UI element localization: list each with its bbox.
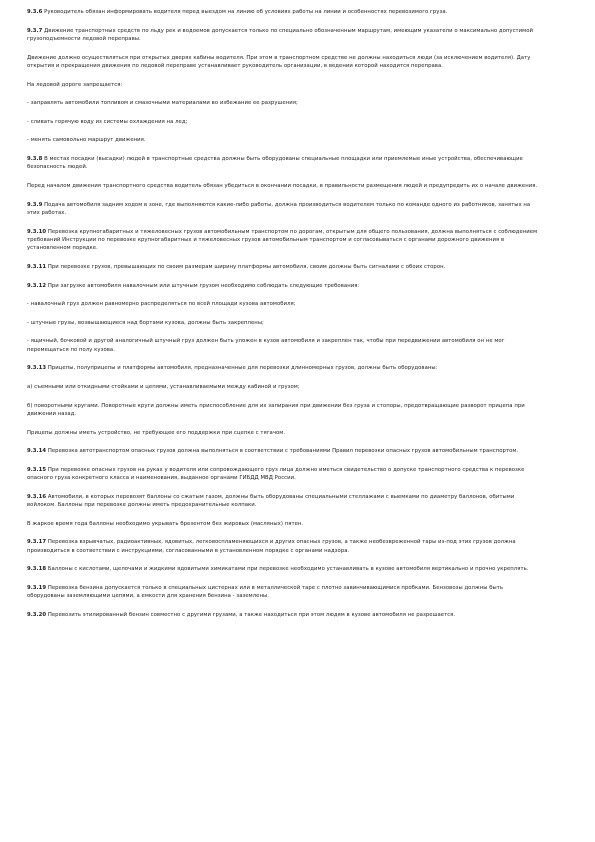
paragraph-9-3-8	[27, 155, 541, 172]
paragraph-ice-road-prohibitions	[27, 81, 541, 89]
clause-number: 9.3.13	[27, 365, 47, 372]
paragraph-text: Руководитель обязан информировать водителя перед выездом на линию об условиях работы на линии и особенностях перевозимого груза.	[44, 9, 448, 15]
clause-number: 9.3.20	[27, 611, 47, 618]
paragraph-9-3-15	[27, 466, 541, 483]
paragraph-9-3-7	[27, 27, 541, 44]
paragraph-9-3-10	[27, 228, 541, 253]
paragraph-text: - менять самовольно маршрут движения.	[27, 137, 146, 144]
paragraph-9-3-9	[27, 201, 541, 218]
paragraph-text: Прицепы, полуприцепы и платформы автомобиля, предназначенные для перевозки длинномерных грузов, должны быть оборудованы:	[47, 365, 438, 372]
list-item	[27, 300, 541, 308]
paragraph-9-3-16	[27, 493, 541, 510]
clause-number: 9.3.9	[27, 201, 43, 208]
clause-number: 9.3.16	[27, 493, 47, 500]
paragraph-text: Перевозка автотранспортом опасных грузов должна выполняться в соответствии с требованиями Правил перевозки опасных грузов автомобильным транспортом.	[47, 448, 519, 455]
paragraph-text: - сливать горячую воду из системы охлаждения на лед;	[27, 118, 188, 125]
list-item	[27, 402, 541, 419]
clause-number: 9.3.17	[27, 539, 47, 546]
clause-number: 9.3.14	[27, 448, 47, 455]
list-item	[27, 136, 541, 144]
clause-number: 9.3.12	[27, 282, 47, 289]
paragraph-9-3-6	[27, 8, 541, 16]
paragraph-text: а) съемными или откидными стойками и цепями, устанавливаемыми между кабиной и грузом;	[27, 383, 300, 390]
paragraph-text: Движение транспортных средств по льду рек и водоемов допускается только по специально обозначенным маршрутам, имеющим указатели о максимально допустимой грузоподъемности ледовой переправы.	[27, 27, 534, 42]
clause-number: 9.3.8	[27, 155, 43, 162]
paragraph-text: Движение должно осуществляться при открытых дверях кабины водителя. При этом в транспортном средстве не должны находиться люди (за исключением водителя). Дату открытия и прекращения движения по ледовой переправе устанавливает руководитель организации, в ведении которой находится переправа.	[27, 54, 531, 69]
paragraph-text: Автомобили, в которых перевозят баллоны со сжатым газом, должны быть оборудованы специальными стеллажами с выемками по диаметру баллонов, обитыми войлоком. Баллоны при перевозке должны иметь предохранительные колпаки.	[27, 493, 515, 509]
clause-number: 9.3.11	[27, 263, 47, 270]
clause-number: 9.3.7	[27, 27, 43, 34]
paragraph-text: В жаркое время года баллоны необходимо укрывать брезентом без жировых (масляных) пятен.	[27, 520, 304, 527]
paragraph-9-3-11	[27, 263, 541, 271]
list-item	[27, 337, 541, 354]
paragraph-boarding-check	[27, 182, 541, 190]
paragraph-9-3-14	[27, 447, 541, 455]
paragraph-text: Перевозить этилированный бензин совместно с другими грузами, а также находиться при этом людям в кузове автомобиля не разрешается.	[47, 611, 456, 618]
paragraph-9-3-17	[27, 538, 541, 555]
list-item	[27, 383, 541, 391]
clause-number: 9.3.10	[27, 228, 47, 235]
paragraph-text: Перевозка бензина допускается только в специальных цистернах или в металлической таре с плотно завинчивающимися пробками. Бензовозы должны быть оборудованы заземляющими цепями, а емкости для хранения бензина - заземлены.	[27, 584, 504, 600]
paragraph-text: Перевозка крупногабаритных и тяжеловесных грузов автомобильным транспортом по дорогам, открытым для общего пользования, должна выполняться с соблюдением требований Инструкции по перевозке крупногабаритных и тяжеловесных грузов автомобильным транспортом и согласовываться с органами дорожного движения в установленном порядке.	[27, 228, 538, 252]
paragraph-text: Прицепы должны иметь устройство, не требующее его поддержки при сцепке с тягачом.	[27, 429, 286, 436]
paragraph-text: При перевозке опасных грузов на руках у водителя или сопровождающего груз лица должно иметься свидетельство о допуске транспортного средства к перевозке опасного груза конкретного класса и наименования, выданное органами ГИБДД МВД России.	[27, 466, 525, 482]
paragraph-text: - ящичный, бочковой и другой аналогичный штучный груз должен быть уложен в кузов автомобиля и закреплен так, чтобы при передвижении автомобиля он не мог перемещаться по полу кузова.	[27, 338, 505, 353]
paragraph-9-3-18	[27, 565, 541, 573]
list-item	[27, 99, 541, 107]
paragraph-text: б) поворотными кругами. Поворотные круги должны иметь приспособление для их запирания при движении без груза и стопоры, предотвращающие разворот прицепа при движении назад.	[27, 402, 525, 417]
paragraph-text: - штучные грузы, возвышающиеся над бортами кузова, должны быть закреплены;	[27, 319, 264, 326]
paragraph-trailer-support	[27, 429, 541, 437]
paragraph-9-3-12	[27, 282, 541, 290]
paragraph-9-3-13	[27, 364, 541, 372]
paragraph-9-3-19	[27, 584, 541, 601]
clause-number: 9.3.6	[27, 9, 43, 15]
paragraph-ice-crossing-conditions	[27, 54, 541, 71]
list-item	[27, 118, 541, 126]
paragraph-text: Подача автомобиля задним ходом в зоне, где выполняются какие-либо работы, должна производиться водителем только по команде одного из работников, занятых на этих работах.	[27, 201, 531, 216]
paragraph-hot-season	[27, 520, 541, 528]
list-item	[27, 319, 541, 327]
paragraph-text: При загрузке автомобиля навалочным или штучным грузом необходимо соблюдать следующие требования:	[47, 282, 360, 289]
clause-number: 9.3.19	[27, 584, 47, 591]
paragraph-text: В местах посадки (высадки) людей в транспортные средства должны быть оборудованы специальные площадки или приемлемые иные устройства, обеспечивающие безопасность людей.	[27, 155, 523, 171]
paragraph-text: - навалочный груз должен равномерно распределяться по всей площади кузова автомобиля;	[27, 301, 296, 308]
clause-number: 9.3.15	[27, 466, 47, 473]
paragraph-text: Перед началом движения транспортного средства водитель обязан убедиться в окончании посадки, в правильности размещения людей и предупредить их о начале движения.	[27, 182, 538, 189]
paragraph-9-3-20	[27, 611, 541, 619]
paragraph-text: При перевозке грузов, превышающих по своим размерам ширину платформы автомобиля, своим должны быть сигналами с обоих сторон.	[47, 263, 446, 270]
clause-number: 9.3.18	[27, 566, 47, 573]
paragraph-text: На ледовой дороге запрещается:	[27, 81, 123, 88]
paragraph-text: Перевозка взрывчатых, радиоактивных, ядовитых, легковоспламеняющихся и других опасных грузов, а также необезвреженной тары из-под этих грузов должна производиться в соответствии с инструкциями, согласованными в установленном порядке с органами надзора.	[27, 539, 516, 554]
paragraph-text: - заправлять автомобили топливом и смазочными материалами во избежание ее разрушения;	[27, 100, 298, 107]
paragraph-text: Баллоны с кислотами, щелочами и жидкими ядовитыми химикатами при перевозке необходимо устанавливать в кузове автомобиля вертикально и прочно укреплять.	[47, 566, 529, 573]
